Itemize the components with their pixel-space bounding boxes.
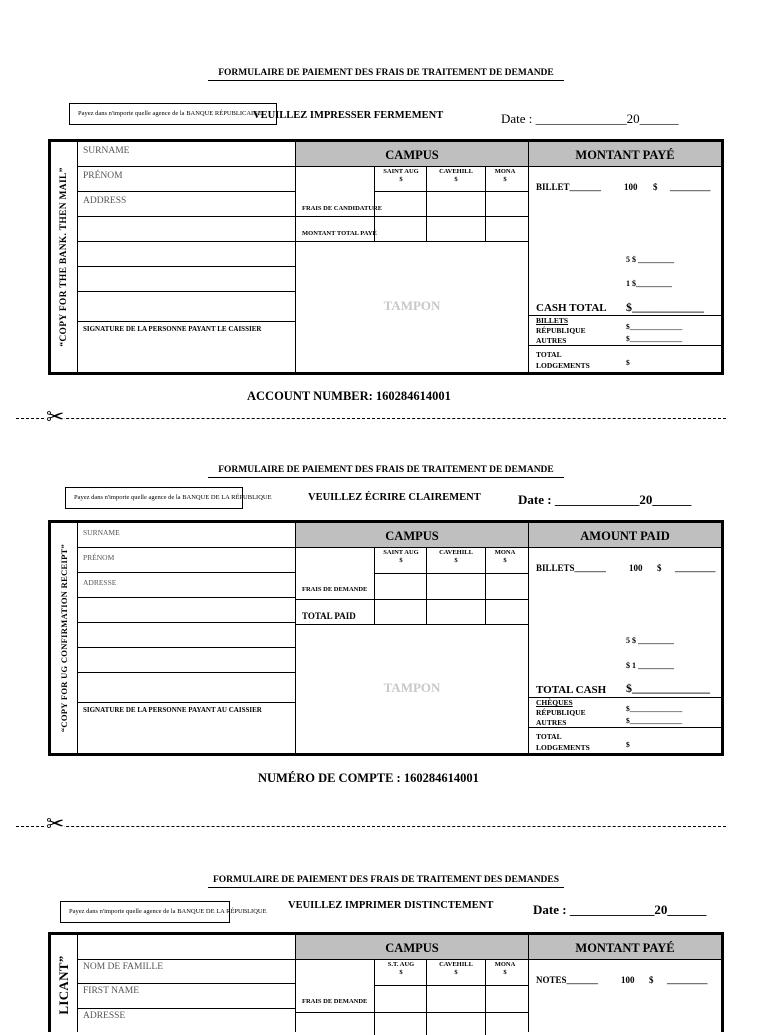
form1-address-field[interactable]: ADDRESS bbox=[77, 192, 295, 217]
form3-notes-label: NOTES_______ bbox=[536, 975, 599, 985]
form1-amount-section bbox=[529, 142, 721, 372]
form3-campus-st-aug: S.T. AUG $ bbox=[387, 961, 415, 976]
form2-amount-header: AMOUNT PAID bbox=[529, 523, 721, 548]
form1-fee-row-label: FRAIS DE CANDIDATURE bbox=[302, 205, 383, 212]
form1-republique-field[interactable]: $______________ bbox=[626, 322, 683, 331]
form2-side-strip bbox=[51, 523, 78, 753]
form2-autres-field[interactable]: $______________ bbox=[626, 716, 683, 725]
form2-hundred-dollar: $ bbox=[657, 563, 662, 573]
form3-title: FORMULAIRE DE PAIEMENT DES FRAIS DE TRAITEMENT DES DEMANDES bbox=[208, 875, 564, 888]
form3-hundred-field[interactable]: _________ bbox=[667, 975, 708, 985]
form2-autres-label: AUTRES bbox=[536, 718, 567, 727]
form2-billet-label: BILLETS_______ bbox=[536, 563, 607, 573]
form3-instruction: VEUILLEZ IMPRIMER DISTINCTEMENT bbox=[288, 900, 494, 911]
form1-campus-header: CAMPUS bbox=[296, 142, 528, 167]
scissors-icon: ✂ bbox=[46, 812, 65, 837]
form2-cash-total-label: TOTAL CASH bbox=[536, 684, 607, 696]
form3-campus-header: CAMPUS bbox=[296, 935, 528, 960]
form2-campus-cavehill: CAVEHILL $ bbox=[439, 549, 473, 564]
form2-address-field[interactable]: ADRESSE bbox=[77, 573, 295, 598]
form1-campus-cavehill: CAVEHILL $ bbox=[439, 168, 473, 183]
form2-cheques-label: CHÈQUES bbox=[536, 698, 573, 707]
form1-signature-label: SIGNATURE DE LA PERSONNE PAYANT LE CAISSIER bbox=[83, 325, 262, 333]
form2-hundred-field[interactable]: _________ bbox=[675, 563, 716, 573]
form2-address-line-2[interactable] bbox=[77, 598, 295, 623]
form1-hundred-label: 100 bbox=[624, 182, 638, 192]
form2-surname-field[interactable]: SURNAME bbox=[77, 523, 295, 548]
form1-lodgements-field[interactable]: $ bbox=[626, 358, 630, 367]
cut-line-1 bbox=[16, 418, 726, 419]
form2-applicant-section bbox=[77, 523, 296, 753]
form2-date[interactable]: Date : _____________20______ bbox=[518, 492, 692, 507]
form1-instruction: VEUILLEZ IMPRESSER FERMEMENT bbox=[253, 110, 444, 121]
form1-autres-label: AUTRES bbox=[536, 336, 567, 345]
form3-side-label: LICANT” bbox=[56, 955, 71, 1015]
scissors-icon: ✂ bbox=[46, 405, 65, 430]
form1-one-field[interactable]: 1 $_________ bbox=[626, 279, 672, 288]
form2-cash-total-field[interactable]: $_____________ bbox=[626, 681, 710, 695]
form1-campus-mona: MONA $ bbox=[494, 168, 516, 183]
cut-line-2 bbox=[16, 826, 726, 827]
form3-applicant-section bbox=[77, 935, 296, 1032]
form1-applicant-section bbox=[77, 142, 296, 372]
form3-surname-field[interactable]: NOM DE FAMILLE bbox=[77, 959, 295, 984]
form1-campus-section bbox=[296, 142, 529, 372]
form3-date[interactable]: Date : _____________20______ bbox=[533, 902, 707, 917]
form3-hundred-dollar: $ bbox=[649, 975, 654, 985]
form3-address-field[interactable]: ADRESSE bbox=[83, 1011, 126, 1021]
form1-address-line-3[interactable] bbox=[77, 242, 295, 267]
form2-republique-field[interactable]: $______________ bbox=[626, 704, 683, 713]
form1-amount-header: MONTANT PAYÉ bbox=[529, 142, 721, 167]
form2-campus-header: CAMPUS bbox=[296, 523, 528, 548]
form2-campus-section bbox=[296, 523, 529, 753]
form1-cash-total-label: CASH TOTAL bbox=[536, 302, 607, 314]
form2-address-line-4[interactable] bbox=[77, 648, 295, 673]
form1-autres-field[interactable]: $______________ bbox=[626, 334, 683, 343]
form2-campus-mona: MONA $ bbox=[494, 549, 516, 564]
form2-side-label: “COPY FOR UG CONFIRMATION RECEIPT” bbox=[59, 543, 69, 733]
form2-fee-row-label: FRAIS DE DEMANDE bbox=[302, 586, 368, 593]
form2-pay-note: Payez dans n'importe quelle agence de la BANQUE DE LA RÉPUBLIQUE bbox=[65, 487, 243, 509]
form1-firstname-field[interactable]: PRÉNOM bbox=[77, 167, 295, 192]
form1-republique-label: RÉPUBLIQUE bbox=[536, 326, 586, 335]
form1-lodgements-label: LODGEMENTS bbox=[536, 361, 590, 370]
form1-body bbox=[48, 139, 724, 375]
form1-campus-saint-aug: SAINT AUG $ bbox=[383, 168, 419, 183]
form1-address-line-4[interactable] bbox=[77, 267, 295, 292]
form2-lodgements-field[interactable]: $ bbox=[626, 740, 630, 749]
form2-signature-label: SIGNATURE DE LA PERSONNE PAYANT AU CAISSIER bbox=[83, 706, 262, 714]
form2-one-field[interactable]: $ 1 _________ bbox=[626, 661, 674, 670]
form2-campus-saint-aug: SAINT AUG $ bbox=[383, 549, 419, 564]
form3-body bbox=[48, 932, 724, 1032]
form3-pay-note: Payez dans n'importe quelle agence de la BANQUE DE LA RÉPUBLIQUE bbox=[60, 901, 230, 923]
form2-total-row-label: TOTAL PAID bbox=[302, 611, 356, 621]
form3-fee-row-label: FRAIS DE DEMANDE bbox=[302, 998, 368, 1005]
form1-address-line-5[interactable] bbox=[77, 292, 295, 322]
form1-hundred-dollar: $ bbox=[653, 182, 658, 192]
form1-account-number: ACCOUNT NUMBER: 160284614001 bbox=[247, 389, 451, 403]
form1-five-field[interactable]: 5 $ _________ bbox=[626, 255, 674, 264]
form2-firstname-field[interactable]: PRÉNOM bbox=[77, 548, 295, 573]
form3-campus-mona: MONA $ bbox=[494, 961, 516, 976]
form1-address-line-2[interactable] bbox=[77, 217, 295, 242]
form2-republique-label: RÉPUBLIQUE bbox=[536, 708, 586, 717]
form3-hundred-label: 100 bbox=[621, 975, 635, 985]
form1-surname-field[interactable]: SURNAME bbox=[77, 142, 295, 167]
form1-pay-note: Payez dans n'importe quelle agence de la BANQUE RÉPUBLICAINE bbox=[69, 103, 277, 125]
form2-hundred-label: 100 bbox=[629, 563, 643, 573]
form1-side-label: “COPY FOR THE BANK. THEN MAIL” bbox=[59, 167, 69, 347]
form2-stamp-area: TAMPON bbox=[383, 680, 441, 695]
form1-side-strip bbox=[51, 142, 78, 372]
form1-title: FORMULAIRE DE PAIEMENT DES FRAIS DE TRAITEMENT DE DEMANDE bbox=[208, 68, 564, 81]
form1-total-label: TOTAL bbox=[536, 350, 562, 359]
form1-hundred-field[interactable]: _________ bbox=[670, 182, 711, 192]
form3-side-strip bbox=[51, 935, 78, 1032]
form1-billet-label: BILLET_______ bbox=[536, 182, 602, 192]
form1-date[interactable]: Date : ______________20______ bbox=[501, 111, 679, 126]
form1-total-row-label: MONTANT TOTAL PAYÉ bbox=[302, 230, 377, 237]
form3-campus-section bbox=[296, 935, 529, 1032]
form2-lodgements-label: LODGEMENTS bbox=[536, 743, 590, 752]
form3-amount-header: MONTANT PAYÉ bbox=[529, 935, 721, 960]
form2-amount-section bbox=[529, 523, 721, 753]
form1-billets-label: BILLETS bbox=[536, 316, 569, 325]
form3-campus-cavehill: CAVEHILL $ bbox=[439, 961, 473, 976]
form2-body bbox=[48, 520, 724, 756]
form2-address-line-3[interactable] bbox=[77, 623, 295, 648]
form2-title: FORMULAIRE DE PAIEMENT DES FRAIS DE TRAITEMENT DE DEMANDE bbox=[208, 465, 564, 478]
form2-instruction: VEUILLEZ ÉCRIRE CLAIREMENT bbox=[308, 492, 481, 503]
form2-address-line-5[interactable] bbox=[77, 673, 295, 703]
form3-firstname-field[interactable]: FIRST NAME bbox=[77, 984, 295, 1009]
form1-stamp-area: TAMPON bbox=[383, 298, 441, 313]
form1-cash-total-field[interactable]: $____________ bbox=[626, 300, 704, 314]
form2-five-field[interactable]: 5 $ _________ bbox=[626, 636, 674, 645]
form3-amount-section bbox=[529, 935, 721, 1032]
form2-total-label: TOTAL bbox=[536, 732, 562, 741]
form2-account-number: NUMÉRO DE COMPTE : 160284614001 bbox=[258, 771, 479, 785]
